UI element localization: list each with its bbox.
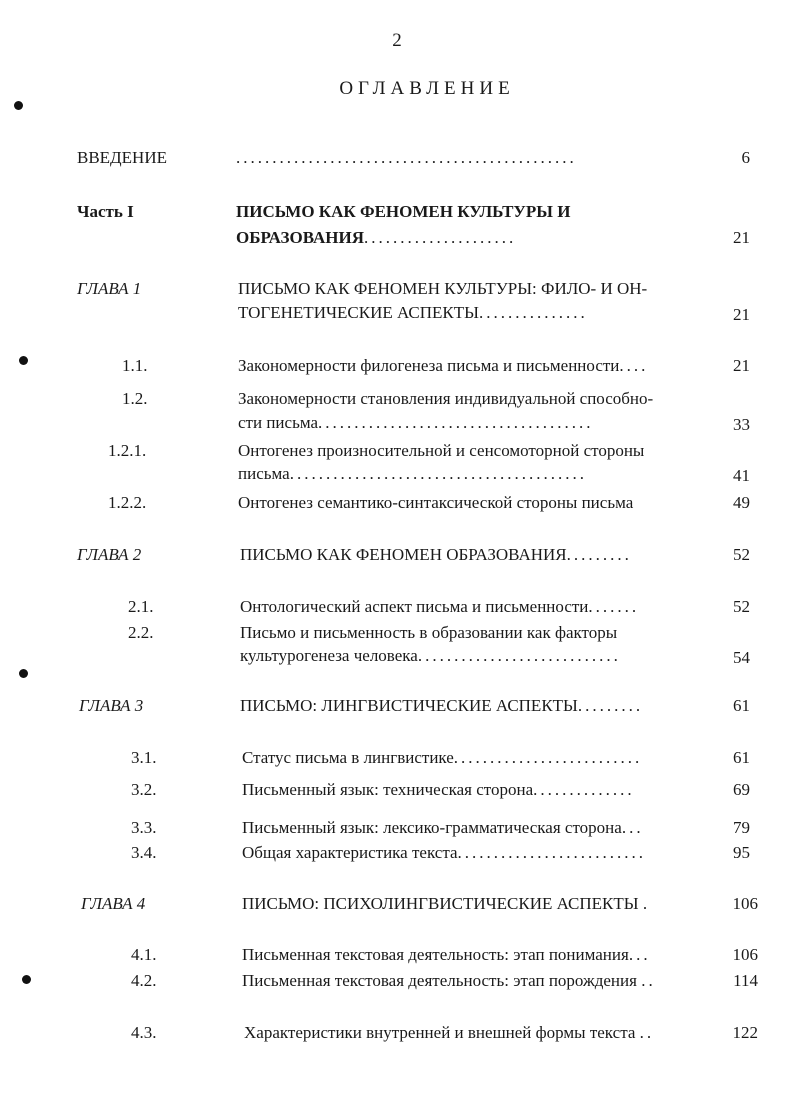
- toc-chapter1-label: ГЛАВА 1: [77, 279, 142, 298]
- toc-section-3-3-number: 3.3.: [131, 818, 157, 837]
- toc-chapter3-title: ПИСЬМО: ЛИНГВИСТИЧЕСКИЕ АСПЕКТЫ.........: [240, 696, 644, 715]
- toc-part1-leader: .....................: [364, 228, 517, 247]
- toc-chapter1-title-text: ТОГЕНЕТИЧЕСКИЕ АСПЕКТЫ: [238, 303, 479, 322]
- toc-section-2-2-title-line2: культурогенеза человека............................: [240, 646, 621, 665]
- toc-section-4-1-title: Письменная текстовая деятельность: этап понимания...: [242, 945, 651, 964]
- toc-section-4-1-page: 106: [732, 945, 758, 964]
- toc-section-1-2-1-page: 41: [733, 466, 750, 485]
- toc-section-1-2-2-title: Онтогенез семантико-синтаксической стороны письма: [238, 493, 634, 512]
- toc-chapter4-title: ПИСЬМО: ПСИХОЛИНГВИСТИЧЕСКИЕ АСПЕКТЫ .: [242, 894, 651, 913]
- toc-section-1-2-2-page: 49: [733, 493, 750, 512]
- toc-intro-label: ВВЕДЕНИЕ: [77, 148, 167, 167]
- toc-chapter1-title-line1: ПИСЬМО КАК ФЕНОМЕН КУЛЬТУРЫ: ФИЛО- И ОН-: [238, 279, 648, 298]
- toc-section-2-1-number: 2.1.: [128, 597, 154, 616]
- toc-section-4-2-number: 4.2.: [131, 971, 157, 990]
- toc-section-3-2-title: Письменный язык: техническая сторона..............: [242, 780, 635, 799]
- toc-section-1-1-page: 21: [733, 356, 750, 375]
- toc-section-3-4-number: 3.4.: [131, 843, 157, 862]
- toc-section-1-1-title: Закономерности филогенеза письма и письменности....: [238, 356, 649, 375]
- toc-section-2-2-page: 54: [733, 648, 750, 667]
- toc-section-3-2-page: 69: [733, 780, 750, 799]
- toc-chapter2-title: ПИСЬМО КАК ФЕНОМЕН ОБРАЗОВАНИЯ.........: [240, 545, 632, 564]
- toc-section-4-1-number: 4.1.: [131, 945, 157, 964]
- toc-section-3-1-title: Статус письма в лингвистике..........................: [242, 748, 643, 767]
- toc-section-3-4-title: Общая характеристика текста..........................: [242, 843, 647, 862]
- toc-section-3-3-page: 79: [733, 818, 750, 837]
- toc-section-1-2-page: 33: [733, 415, 750, 434]
- toc-chapter1-title-line2: [238, 300, 588, 326]
- toc-section-1-1-number: 1.1.: [122, 356, 148, 375]
- scan-speck: [22, 975, 31, 984]
- toc-chapter1-leader: ...............: [478, 303, 588, 322]
- scan-speck: [19, 356, 28, 365]
- page-title: ОГЛАВЛЕНИЕ: [339, 78, 515, 99]
- toc-section-3-4-page: 95: [733, 843, 750, 862]
- toc-part1-title-text: ОБРАЗОВАНИЯ: [236, 228, 364, 247]
- toc-section-1-2-number: 1.2.: [122, 389, 148, 408]
- toc-chapter4-page: 106: [732, 894, 758, 913]
- toc-section-4-3-number: 4.3.: [131, 1023, 157, 1042]
- toc-section-2-1-page: 52: [733, 597, 750, 616]
- scan-speck: [19, 669, 28, 678]
- toc-section-2-2-title-line1: Письмо и письменность в образовании как факторы: [240, 623, 618, 642]
- toc-chapter2-page: 52: [733, 545, 750, 564]
- toc-chapter1-page: 21: [733, 305, 750, 324]
- toc-part1-title-line2: [236, 225, 516, 251]
- page-number: 2: [392, 30, 402, 51]
- toc-part1-page: 21: [733, 228, 750, 247]
- toc-chapter2-label: ГЛАВА 2: [77, 545, 142, 564]
- toc-section-3-2-number: 3.2.: [131, 780, 157, 799]
- scan-speck: [14, 101, 23, 110]
- toc-section-1-2-title-line2: сти письма......................................: [238, 413, 594, 432]
- toc-section-1-2-1-number: 1.2.1.: [108, 441, 147, 460]
- toc-part1-title-line1: ПИСЬМО КАК ФЕНОМЕН КУЛЬТУРЫ И: [236, 202, 571, 221]
- toc-intro-page: 6: [741, 148, 750, 167]
- toc-intro-leader: ...............................................: [236, 148, 577, 167]
- toc-section-3-1-number: 3.1.: [131, 748, 157, 767]
- toc-section-4-2-page: 114: [733, 971, 758, 990]
- toc-section-2-2-number: 2.2.: [128, 623, 154, 642]
- toc-section-4-2-title: Письменная текстовая деятельность: этап порождения ..: [242, 971, 656, 990]
- toc-section-1-2-2-number: 1.2.2.: [108, 493, 147, 512]
- toc-section-1-2-title-line1: Закономерности становления индивидуальной способно-: [238, 389, 654, 408]
- toc-chapter3-page: 61: [733, 696, 750, 715]
- toc-section-3-3-title: Письменный язык: лексико-грамматическая сторона...: [242, 818, 644, 837]
- toc-section-1-2-1-title-line1: Онтогенез произносительной и сенсомоторной стороны: [238, 441, 645, 460]
- toc-chapter3-label: ГЛАВА 3: [79, 696, 144, 715]
- toc-part1-label: Часть I: [77, 202, 134, 221]
- toc-section-2-1-title: Онтологический аспект письма и письменности.......: [240, 597, 640, 616]
- toc-section-3-1-page: 61: [733, 748, 750, 767]
- toc-section-4-3-page: 122: [732, 1023, 758, 1042]
- toc-section-4-3-title: Характеристики внутренней и внешней формы текста ..: [244, 1023, 655, 1042]
- toc-section-1-2-1-title-line2: письма.........................................: [238, 464, 587, 483]
- toc-chapter4-label: ГЛАВА 4: [81, 894, 146, 913]
